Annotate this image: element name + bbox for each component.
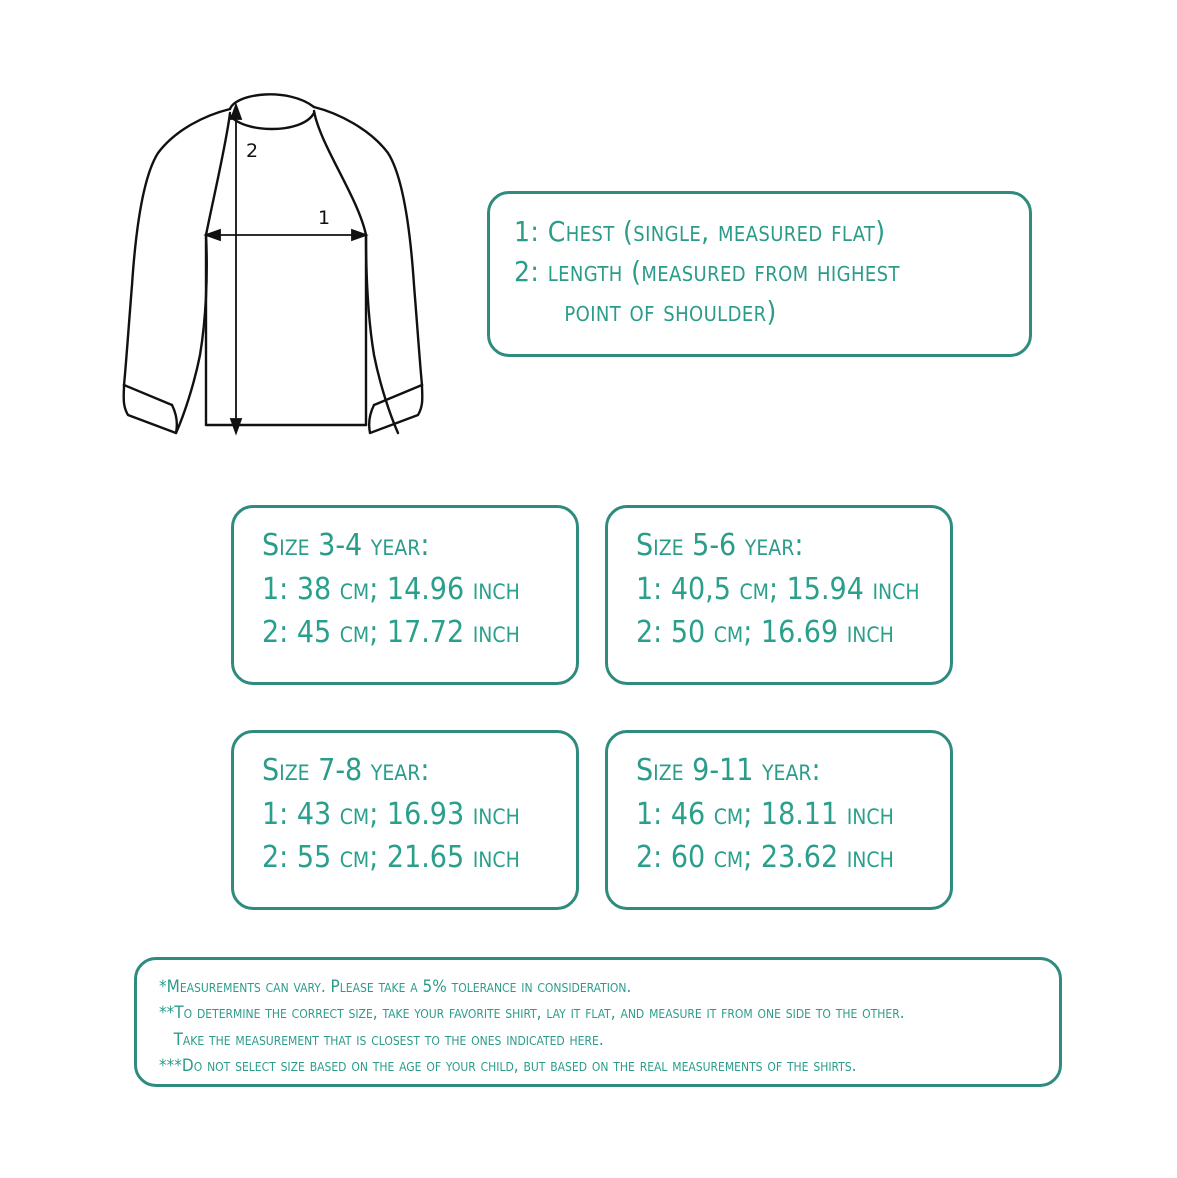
size-card-3-4-year bbox=[231, 505, 579, 685]
legend-line-chest: 1: Chest (single, measured flat) bbox=[514, 215, 886, 248]
size-card-length: 2: 45 cm; 17.72 inch bbox=[262, 615, 520, 650]
size-card-chest: 1: 38 cm; 14.96 inch bbox=[262, 571, 520, 607]
note-line-measure-cont: Take the measurement that is closest to the ones indicated here. bbox=[159, 1029, 604, 1050]
legend-line-length-cont: point of shoulder) bbox=[514, 294, 777, 328]
size-card-chest: 1: 46 cm; 18.11 inch bbox=[636, 796, 894, 832]
size-card-title: Size 5-6 year: bbox=[636, 528, 804, 563]
size-card-title: Size 7-8 year: bbox=[262, 753, 430, 788]
note-line-measure: **To determine the correct size, take your favorite shirt, lay it flat, and measure it from one side to the other. bbox=[159, 1003, 905, 1024]
legend-card bbox=[487, 191, 1032, 357]
shirt-diagram bbox=[118, 85, 458, 455]
size-card-length: 2: 50 cm; 16.69 inch bbox=[636, 615, 894, 650]
shirt-outline-svg bbox=[118, 85, 458, 455]
length-dimension-label: 2 bbox=[246, 140, 259, 162]
note-line-tolerance: *Measurements can vary. Please take a 5% tolerance in consideration. bbox=[159, 977, 632, 997]
size-card-chest: 1: 40,5 cm; 15.94 inch bbox=[636, 571, 920, 607]
size-card-7-8-year bbox=[231, 730, 579, 910]
size-card-5-6-year bbox=[605, 505, 953, 685]
note-line-age: ***Do not select size based on the age of your child, but based on the real measurements of the shirts. bbox=[159, 1056, 857, 1077]
size-card-9-11-year bbox=[605, 730, 953, 910]
size-card-chest: 1: 43 cm; 16.93 inch bbox=[262, 796, 520, 832]
chest-dimension-label: 1 bbox=[318, 207, 331, 229]
notes-card bbox=[134, 957, 1062, 1087]
size-card-length: 2: 55 cm; 21.65 inch bbox=[262, 840, 520, 875]
size-card-length: 2: 60 cm; 23.62 inch bbox=[636, 840, 894, 875]
legend-line-length: 2: length (measured from highest bbox=[514, 254, 900, 288]
size-card-title: Size 3-4 year: bbox=[262, 528, 430, 563]
size-card-title: Size 9-11 year: bbox=[636, 753, 821, 788]
